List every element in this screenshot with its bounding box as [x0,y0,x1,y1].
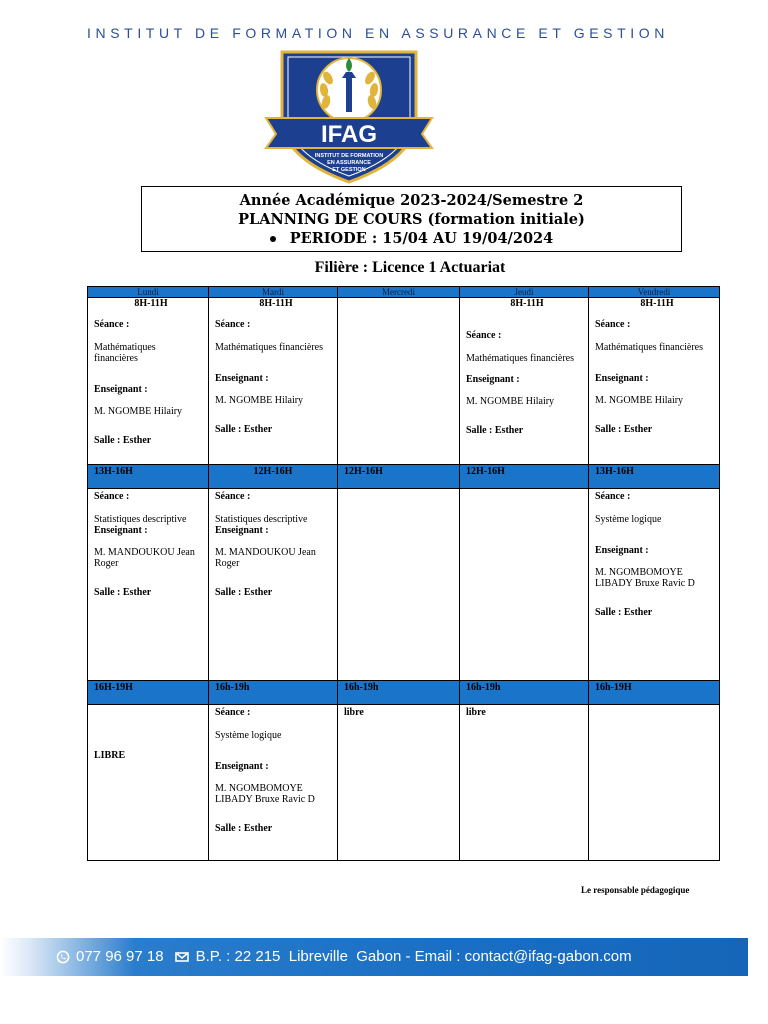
afternoon-row [88,489,720,681]
afternoon-cell-mercredi [338,489,460,681]
evening-cell-lundi: LIBRE [88,705,209,861]
footer-phone: 077 96 97 18 [76,948,164,965]
morning-cell-mercredi [338,298,460,465]
slot-lundi-evening: 16H-19H [88,681,209,705]
whatsapp-icon [56,950,70,964]
slot-vendredi-midday: 13H-16H [589,465,720,489]
slot-lundi-midday: 13H-16H [88,465,209,489]
morning-cell-lundi: 8H-11H Séance : Mathématiques financières Enseignant : M. NGOMBE Hilairy Salle : Esther [88,298,209,465]
evening-slot-row [88,681,720,705]
slot-mercredi-midday: 12H-16H [338,465,460,489]
evening-row [88,705,720,861]
afternoon-cell-mardi: Séance : Statistiques descriptive Enseignant : M. MANDOUKOU Jean Roger Salle : Esther [209,489,338,681]
day-header-lundi: Lundi [88,287,209,298]
slot-mardi-midday: 12H-16H [209,465,338,489]
svg-text:ET GESTION: ET GESTION [332,167,366,173]
afternoon-cell-jeudi [460,489,589,681]
morning-cell-mardi: 8H-11H Séance : Mathématiques financières Enseignant : M. NGOMBE Hilairy Salle : Esther [209,298,338,465]
afternoon-cell-vendredi: Séance : Système logique Enseignant : M. NGOMBOMOYE LIBADY Bruxe Ravic D Salle : Esther [589,489,720,681]
slot-jeudi-evening: 16h-19h [460,681,589,705]
period-line [142,229,681,248]
evening-cell-jeudi: libre [460,705,589,861]
timetable [87,286,720,861]
filiere-heading: Filière : Licence 1 Actuariat [314,259,506,276]
day-header-jeudi: Jeudi [460,287,589,298]
evening-cell-vendredi [589,705,720,861]
slot-jeudi-midday: 12H-16H [460,465,589,489]
logo-text: IFAG [320,121,378,148]
day-header-vendredi: Vendredi [589,287,720,298]
period-text: PERIODE : 15/04 AU 19/04/2024 [289,230,554,247]
afternoon-cell-lundi: Séance : Statistiques descriptive Enseignant : M. MANDOUKOU Jean Roger Salle : Esther [88,489,209,681]
svg-text:INSTITUT DE FORMATION: INSTITUT DE FORMATION [314,153,384,159]
evening-cell-mardi: Séance : Système logique Enseignant : M. NGOMBOMOYE LIBADY Bruxe Ravic D Salle : Esther [209,705,338,861]
evening-cell-mercredi: libre [338,705,460,861]
bullet-icon [270,236,276,242]
planning-title: PLANNING DE COURS (formation initiale) [238,211,585,228]
morning-cell-jeudi: 8H-11H Séance : Mathématiques financières Enseignant : M. NGOMBE Hilairy Salle : Esther [460,298,589,465]
signature-label: Le responsable pédagogique [581,885,690,895]
title-box [141,186,682,252]
envelope-icon [174,950,190,964]
academic-year: Année Académique 2023-2024/Semestre 2 [239,192,584,209]
institute-name: INSTITUT DE FORMATION EN ASSURANCE ET GESTION [87,25,669,41]
slot-vendredi-evening: 16h-19H [589,681,720,705]
footer-contact [56,948,632,965]
midday-slot-row [88,465,720,489]
svg-text:EN ASSURANCE: EN ASSURANCE [327,160,371,166]
ifag-logo [262,48,436,184]
slot-mardi-evening: 16h-19h [209,681,338,705]
morning-cell-vendredi: 8H-11H Séance : Mathématiques financières Enseignant : M. NGOMBE Hilairy Salle : Esther [589,298,720,465]
day-header-row [88,287,720,298]
morning-row [88,298,720,465]
day-header-mercredi: Mercredi [338,287,460,298]
day-header-mardi: Mardi [209,287,338,298]
footer-address-email: B.P. : 22 215 Libreville Gabon - Email : contact@ifag-gabon.com [195,948,632,965]
slot-mercredi-evening: 16h-19h [338,681,460,705]
